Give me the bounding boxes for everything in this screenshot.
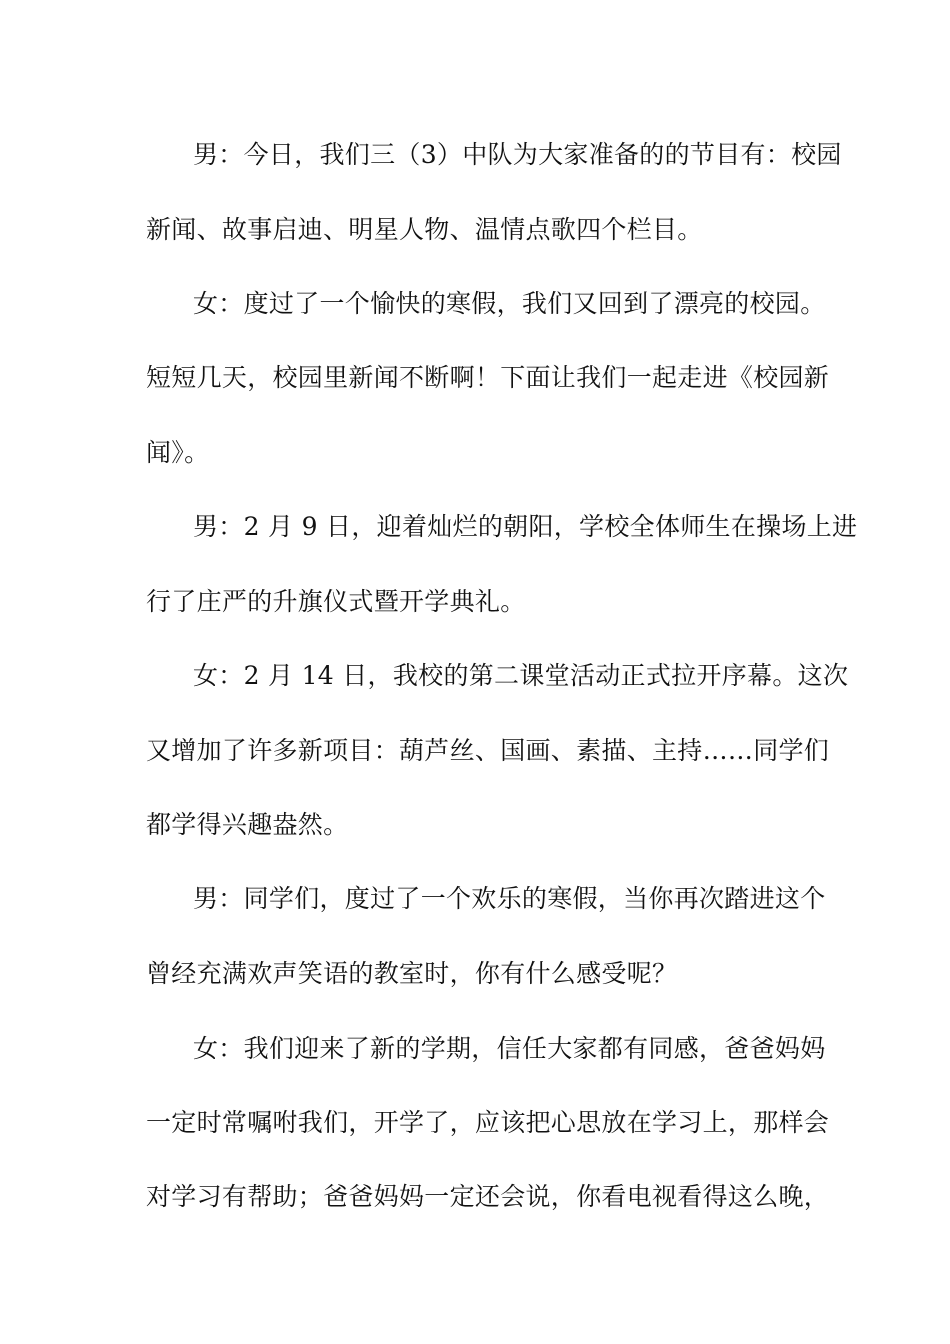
paragraph-line: 曾经充满欢声笑语的教室时，你有什么感受呢？: [146, 959, 678, 988]
paragraph-line: 又增加了许多新项目：葫芦丝、国画、素描、主持……同学们: [146, 736, 830, 765]
paragraph-line: 男：同学们，度过了一个欢乐的寒假，当你再次踏进这个: [193, 884, 826, 913]
paragraph-line: 短短几天，校园里新闻不断啊！下面让我们一起走进《校园新: [146, 363, 830, 392]
paragraph-line: 新闻、故事启迪、明星人物、温情点歌四个栏目。: [146, 215, 703, 244]
paragraph-line: 男：2 月 9 日，迎着灿烂的朝阳，学校全体师生在操场上进: [193, 512, 858, 541]
paragraph-line: 女：2 月 14 日，我校的第二课堂活动正式拉开序幕。这次: [193, 661, 849, 690]
paragraph-line: 女：我们迎来了新的学期，信任大家都有同感，爸爸妈妈: [193, 1034, 826, 1063]
paragraph-line: 男：今日，我们三（3）中队为大家准备的的节目有：校园: [193, 140, 842, 169]
paragraph-line: 都学得兴趣盎然。: [146, 810, 349, 839]
paragraph-line: 行了庄严的升旗仪式暨开学典礼。: [146, 587, 526, 616]
paragraph-line: 一定时常嘱咐我们，开学了，应该把心思放在学习上，那样会: [146, 1108, 830, 1137]
paragraph-line: 对学习有帮助；爸爸妈妈一定还会说，你看电视看得这么晚，: [146, 1182, 830, 1211]
paragraph-line: 闻》。: [146, 438, 210, 467]
paragraph-line: 女：度过了一个愉快的寒假，我们又回到了漂亮的校园。: [193, 289, 826, 318]
